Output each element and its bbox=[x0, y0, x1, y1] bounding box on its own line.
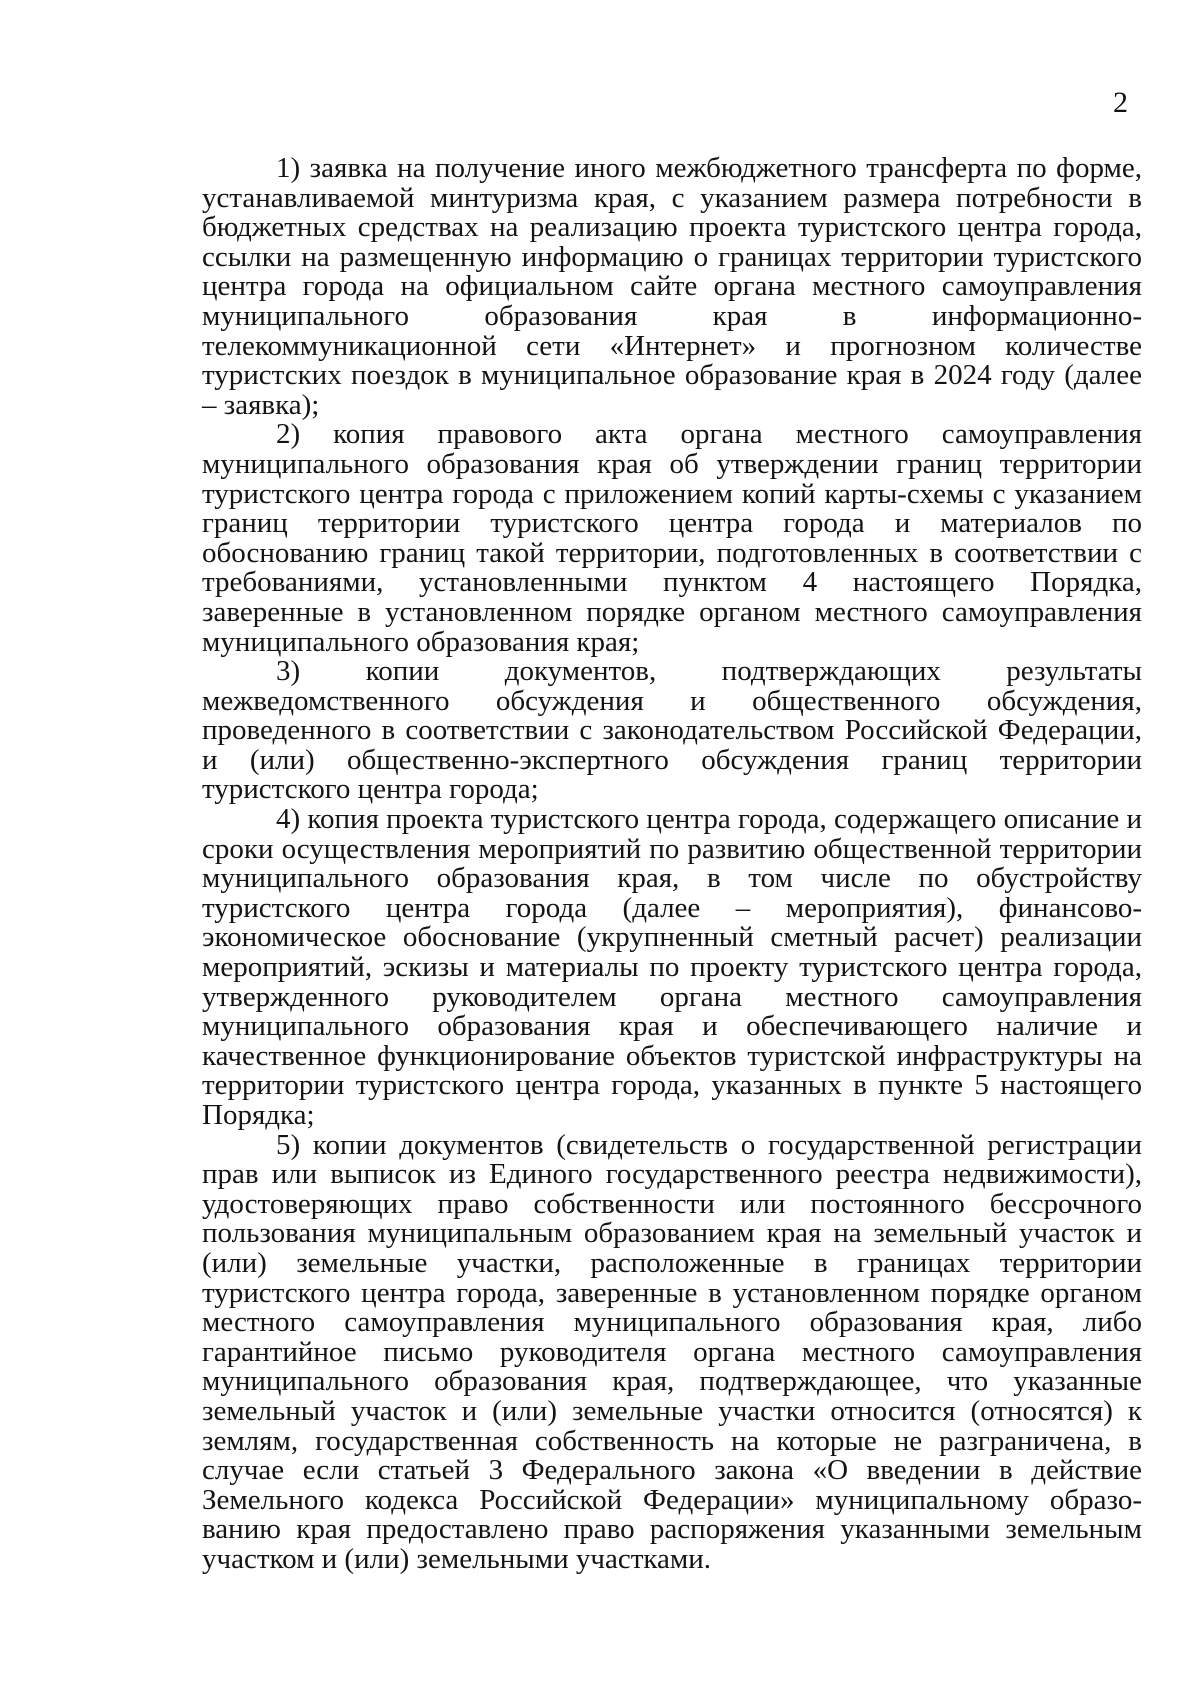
paragraph-item-2: 2) копия правового акта органа местного самоуправления муниципального образования края об утверждении границ территории туристского центра города с приложением копий карты-схемы с указанием границ территории туристского центра города и материалов по обоснованию границ такой территории, подготовленных в соответствии с требованиями, установленными пунктом 4 настоящего Порядка, заверенные в установленном порядке органом местного самоуправления муниципального образования края; bbox=[202, 418, 1142, 658]
paragraph-item-4: 4) копия проекта туристского центра города, содержащего описание и сроки осуществления мероприятий по развитию общественной территории муниципального образования края, в том числе по обустройству туристского центра города (далее – мероприятия), финансово-экономическое обоснование (укрупненный сметный расчет) реализации мероприятий, эскизы и материалы по проекту туристского центра города, утвержденного руководителем органа местного самоуправления муниципального образования края и обеспечивающего наличие и качественное функционирование объектов туристской инфраструктуры на территории туристского центра города, указанных в пункте 5 настоящего Порядка; bbox=[202, 803, 1142, 1131]
page-number: 2 bbox=[1113, 86, 1128, 119]
document-body bbox=[202, 154, 1142, 1575]
paragraph-item-3: 3) копии документов, подтверждающих результаты межведомственного обсуждения и общественного обсуждения, проведенного в соответствии с законодательством Российской Федерации, и (или) общественно-экспертного обсуждения границ территории туристского центра города; bbox=[202, 655, 1142, 806]
paragraph-item-1: 1) заявка на получение иного межбюджетного трансферта по форме, устанавливаемой минтуризма края, с указанием размера потребности в бюджетных средствах на реализацию проекта туристского центра города, ссылки на размещенную информацию о границах территории туристского центра города на официальном сайте органа местного самоуправления муниципального образования края в информационно-телекоммуникационной сети «Интернет» и прогнозном количестве туристских поездок в муниципальное образование края в 2024 году (далее – заявка); bbox=[202, 152, 1142, 421]
paragraph-item-5: 5) копии документов (свидетельств о государственной регистрации прав или выписок из Единого государственного реестра недвижимости), удостоверяющих право собственности или постоянного бессрочного пользования муниципальным образованием края на земельный участок и (или) земельные участки, расположенные в границах территории туристского центра города, заверенные в установленном порядке органом местного самоуправления муниципального образования края, либо гарантийное письмо руководителя органа местного самоуправления муниципального образования края, подтверждающее, что указанные земельный участок и (или) земельные участки относится (относятся) к землям, государственная собственность на которые не разграничена, в случае если статьей 3 Федерального закона «О введении в действие Земельного кодекса Российской Федерации» муниципальному образованию края предоставлено право распоряжения указанными земельным участком и (или) земельными участками. bbox=[202, 1128, 1142, 1575]
